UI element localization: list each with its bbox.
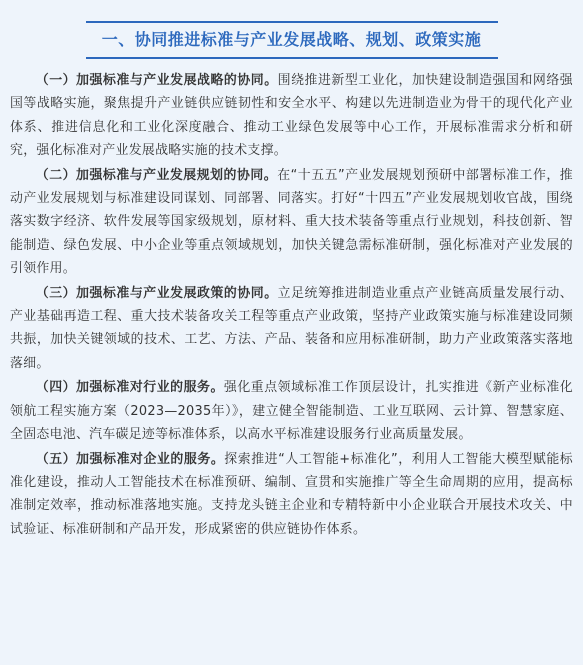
paragraph-2-body: 在“十五五”产业发展规划预研中部署标准工作，推动产业发展规划与标准建设同谋划、同部署、同落实。打好“十四五”产业发展规划收官战，围绕落实数字经济、软件发展等国家级规划，原材料、重大技术装备等重点行业规划，科技创新、智能制造、绿色发展、中小企业等重点领域规划，加快关键急需标准研制，强化标准对产业发展的引领作用。 bbox=[10, 167, 573, 277]
paragraph-1-lead: （一）加强标准与产业发展战略的协同。 bbox=[35, 73, 278, 88]
paragraph-4 bbox=[10, 376, 573, 446]
paragraph-4-body: 强化重点领域标准工作顶层设计，扎实推进《新产业标准化领航工程实施方案（2023—2035年）》，建立健全智能制造、工业互联网、云计算、智慧家庭、全固态电池、汽车碳足迹等标准体系，以高水平标准建设服务行业高质量发展。 bbox=[10, 380, 573, 443]
paragraph-3-lead: （三）加强标准与产业发展政策的协同。 bbox=[35, 285, 278, 301]
paragraph-1-body: 围绕推进新型工业化，加快建设制造强国和网络强国等战略实施，聚焦提升产业链供应链韧性和安全水平、构建以先进制造业为骨干的现代化产业体系、推进信息化和工业化深度融合、推动工业绿色发展等中心工作，开展标准需求分析和研究，强化标准对产业发展战略实施的技术支撑。 bbox=[10, 73, 573, 159]
paragraph-1 bbox=[10, 69, 573, 163]
paragraph-2-lead: （二）加强标准与产业发展规划的协同。 bbox=[35, 167, 278, 183]
paragraph-3 bbox=[10, 282, 573, 376]
paragraph-5 bbox=[10, 448, 573, 542]
paragraph-2 bbox=[10, 164, 573, 281]
paragraph-5-lead: （五）加强标准对企业的服务。 bbox=[35, 451, 225, 467]
section-title: 一、协同推进标准与产业发展战略、规划、政策实施 bbox=[86, 21, 498, 59]
paragraph-5-body: 探索推进“人工智能+标准化”，利用人工智能大模型赋能标准化建设，推动人工智能技术在标准预研、编制、宣贯和实施推广等全生命周期的应用，提高标准制定效率，推动标准落地实施。支持龙头链主企业和专精特新中小企业联合开展技术攻关、中试验证、标准研制和产品开发，形成紧密的供应链协作体系。 bbox=[10, 451, 573, 537]
section-title-wrapper bbox=[10, 21, 573, 59]
paragraph-4-lead: （四）加强标准对行业的服务。 bbox=[35, 380, 224, 396]
paragraph-3-body: 立足统筹推进制造业重点产业链高质量发展行动、产业基础再造工程、重大技术装备攻关工程等重点产业政策，坚持产业政策实施与标准建设同频共振，加快关键领域的技术、工艺、方法、产品、装备和应用标准研制，助力产业政策落实落地落细。 bbox=[10, 285, 573, 371]
